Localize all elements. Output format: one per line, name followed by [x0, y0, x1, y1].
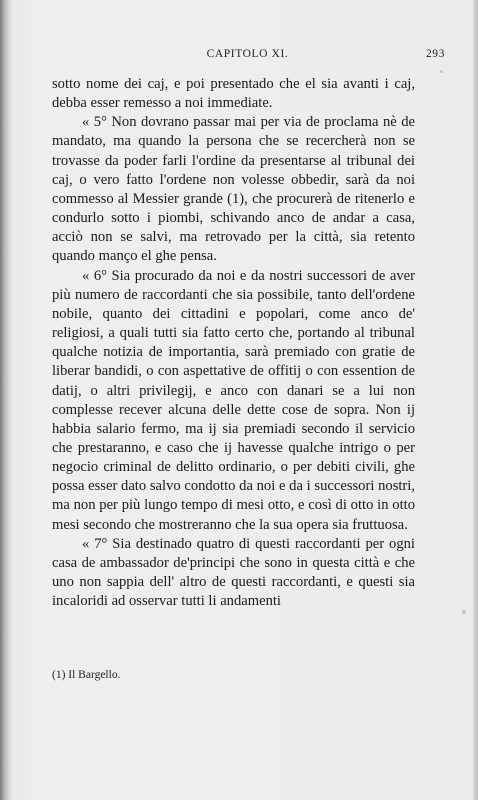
paragraph: « 7° Sia destinado quatro di questi raccordanti per ogni casa de ambassador de'principi che sono in questa città e che uno non sappia dell' altro de questi raccordanti, e questi sia incaloridi ad osservar tutti li andamenti — [52, 535, 415, 610]
paragraph: « 5° Non dovrano passar mai per via de proclama nè de mandato, ma quando la persona che se recercherà non se trovasse da poder farli l'ordine da presentarse al tribunal dei caj, o vero fatto l'ordene non volesse obbedir, sarà da noi commesso al Messier grande (1), che procurerà de ritenerlo e condurlo sotto i piombi, schivando anco de andar a casa, acciò non se salvi, ma retrovado per la città, sia retento quando manço el ghe pensa. — [52, 114, 415, 265]
ink-smudge — [440, 70, 443, 73]
chapter-title: CAPITOLO XI. — [206, 48, 289, 60]
page-number: 293 — [425, 48, 445, 60]
footnote: (1) Il Bargello. — [52, 669, 121, 681]
paragraph: sotto nome dei caj, e poi presentado che el sia avanti i caj, debba esser remesso a noi immediate. — [52, 76, 415, 112]
body-text — [52, 75, 415, 611]
running-header — [50, 48, 445, 66]
paragraph: « 6° Sia procurado da noi e da nostri successori de aver più numero de raccordanti che sia possibile, tanto dell'ordene nobile, quanto dei cittadini e popolari, come anco de' religiosi, a quali tutti sia fatto certo che, portando al tribunal qualche notizia de importantia, sarà premiado con gratie de liberar bandidi, o con aspettative de offitij o con essention de datij, o altri privilegij, e anco con danari se a lui non complesse recever alcuna delle dette cose de sopra. Non ij habbia salario fermo, ma ij sia premiadi secondo il servicio che prestaranno, e caso che ij havesse qualche intrigo o per negocio criminal de delitto ordinario, o per debiti civili, ghe possa esser dato salvo condotto da noi e da i successori nostri, ma non per più lungo tempo di mesi otto, e così di otto in otto mesi secondo che mostreranno che la sua opera sia fruttuosa. — [52, 267, 415, 533]
ink-smudge — [462, 610, 466, 614]
page-edge — [473, 0, 478, 800]
